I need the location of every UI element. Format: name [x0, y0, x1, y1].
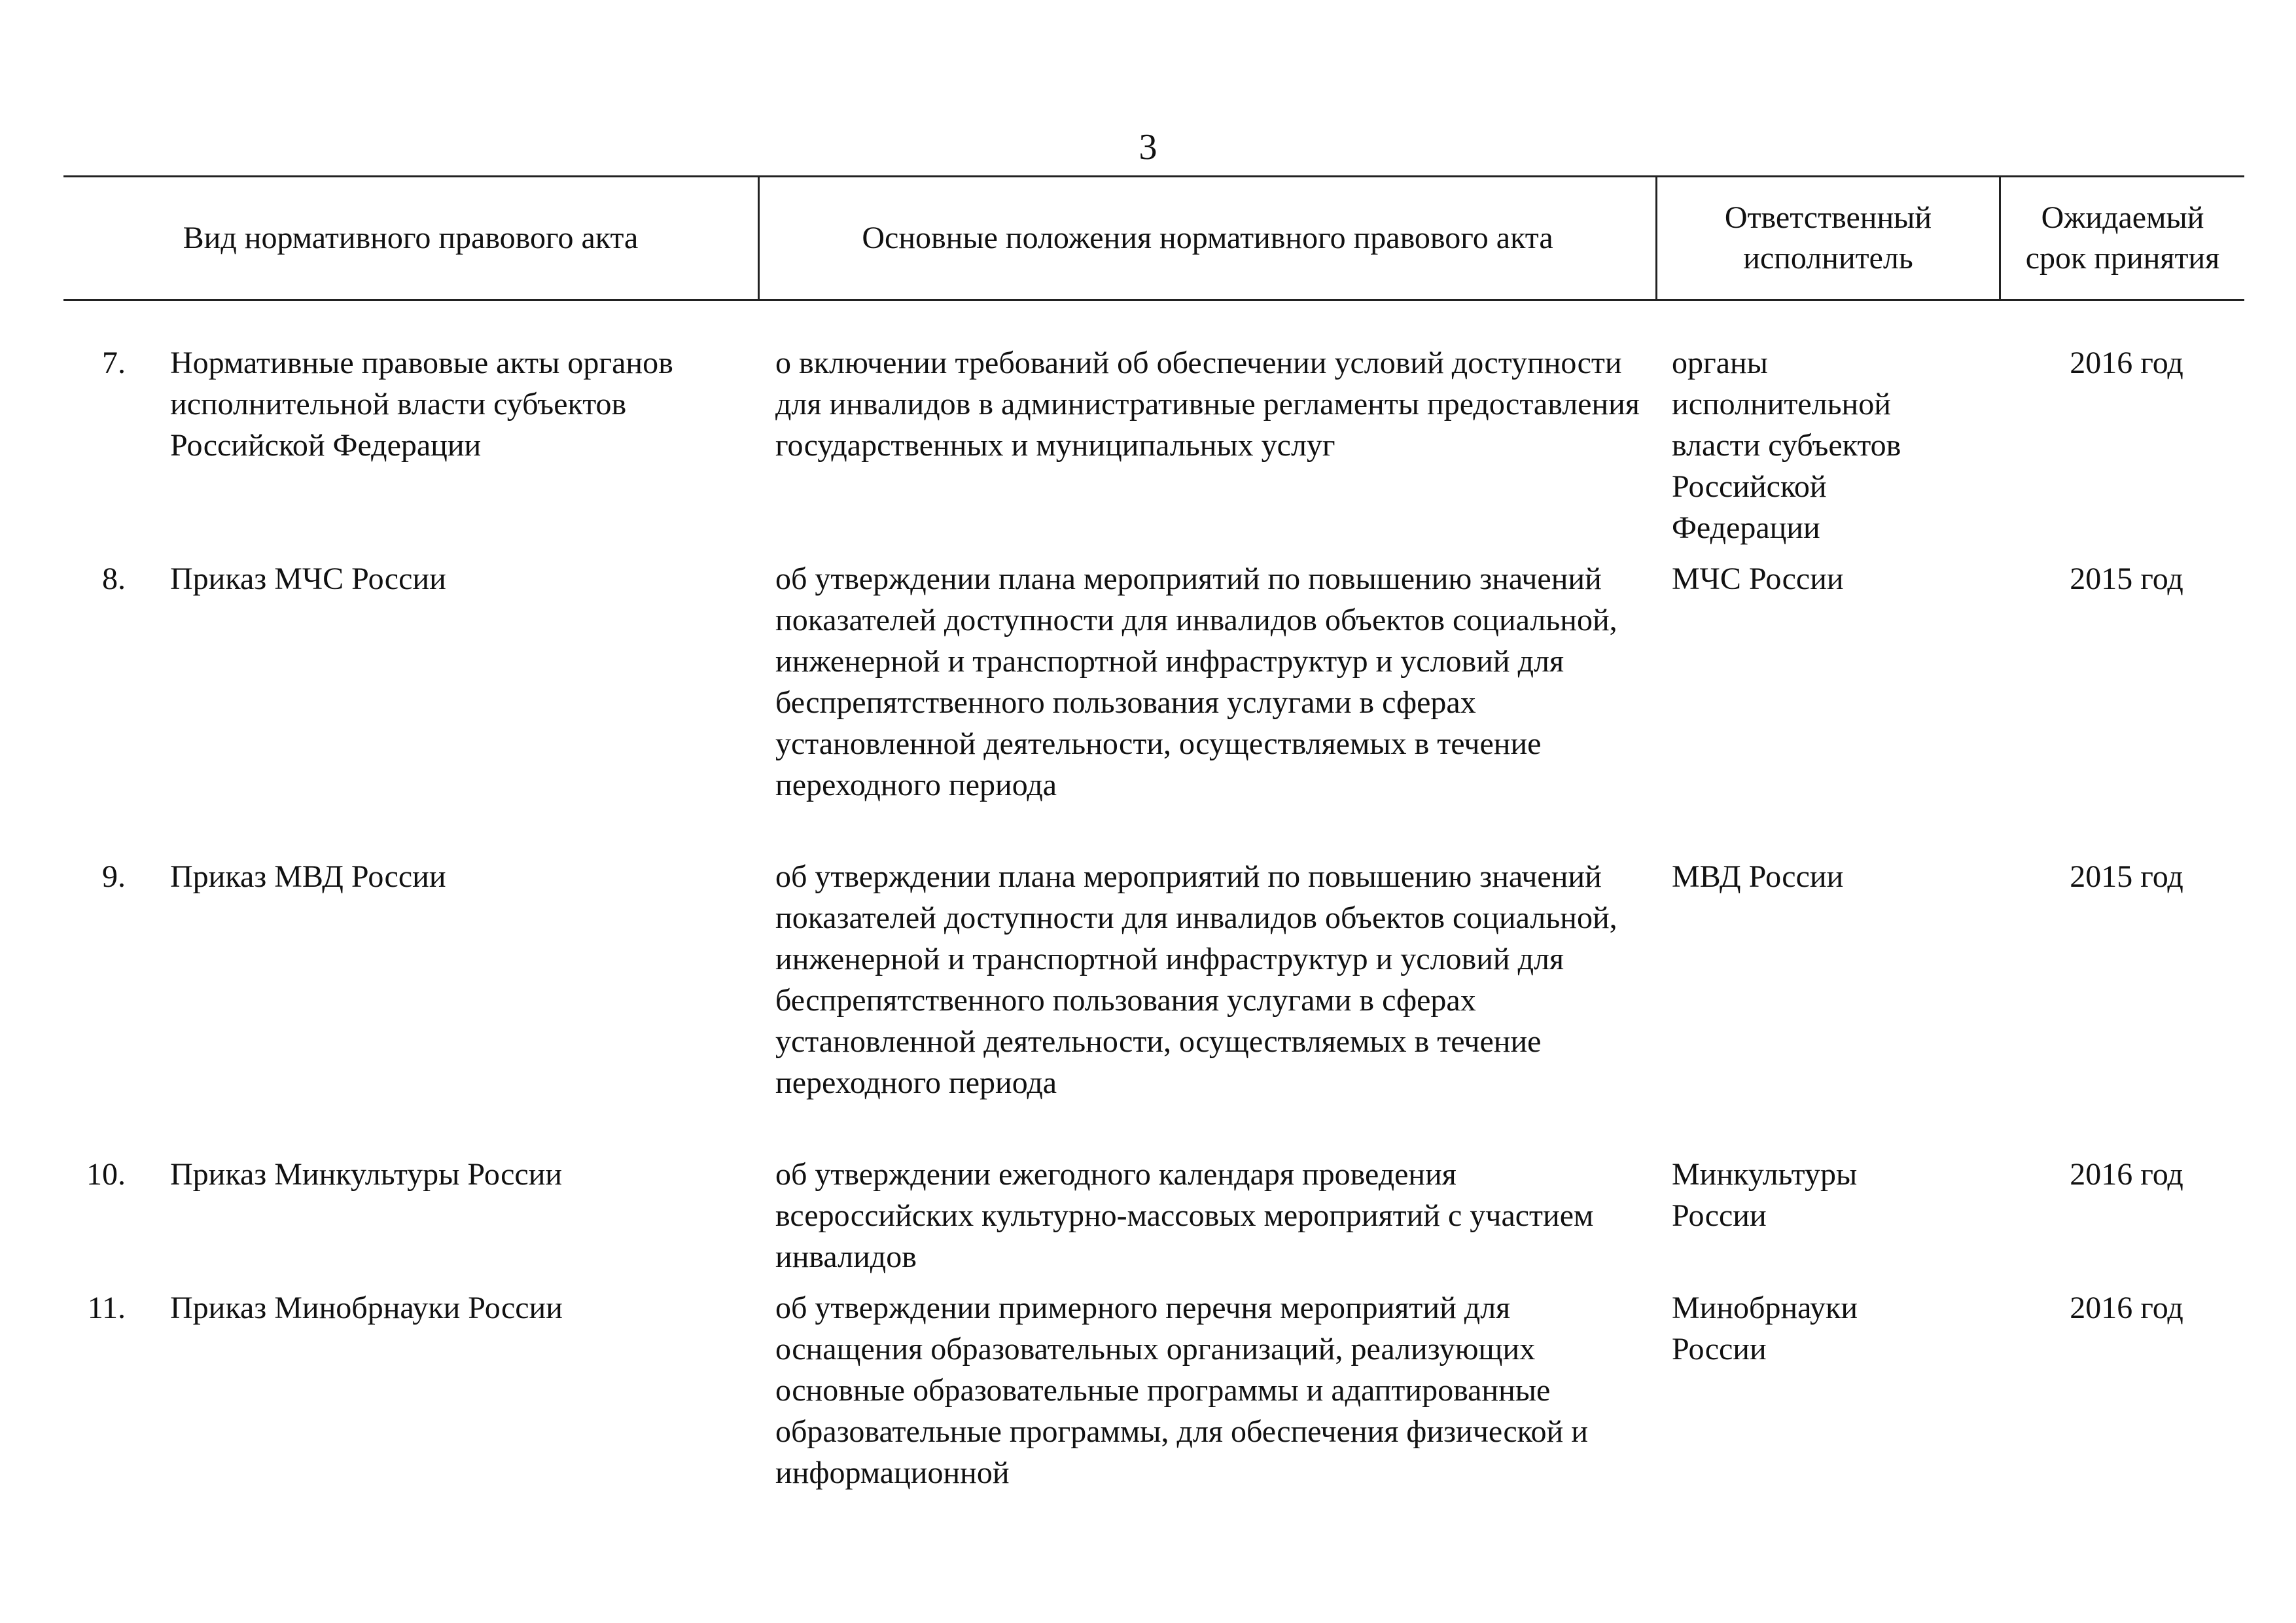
row-term: 2016 год [2070, 346, 2183, 380]
row-number: 11. [87, 1291, 126, 1325]
header-expected-term: Ожидаемый срок принятия [2025, 200, 2220, 276]
header-doc-type: Вид нормативного правового акта [183, 220, 639, 255]
row-term: 2015 год [2070, 562, 2183, 596]
row-executor: Минкультуры России [1672, 1157, 1858, 1233]
row-term: 2016 год [2070, 1157, 2183, 1192]
row-number: 9. [102, 859, 126, 894]
header-main-provisions: Основные положения нормативного правового акта [862, 220, 1553, 255]
row-doc-type: Приказ МЧС России [170, 562, 446, 596]
row-doc-type: Приказ МВД России [170, 859, 446, 894]
row-executor: органы исполнительной власти субъектов Российской Федерации [1672, 346, 1901, 545]
row-description: о включении требований об обеспечении условий доступности для инвалидов в административные регламенты предоставления государственных и муниципальных услуг [775, 346, 1640, 463]
row-term: 2016 год [2070, 1291, 2183, 1325]
row-description: об утверждении примерного перечня мероприятий для оснащения образовательных организаций, реализующих основные образовательные программы и адаптированные образовательные программы, для обеспечения физической и информационной [775, 1291, 1588, 1490]
row-doc-type: Нормативные правовые акты органов исполнительной власти субъектов Российской Федерации [170, 346, 673, 463]
row-number: 8. [102, 562, 126, 596]
row-number: 10. [86, 1157, 126, 1192]
table-header-bottom-rule [63, 299, 2244, 301]
header-responsible-executor: Ответственный исполнитель [1724, 200, 1932, 276]
row-executor: МВД России [1672, 859, 1844, 894]
row-doc-type: Приказ Минобрнауки России [170, 1291, 563, 1325]
row-description: об утверждении плана мероприятий по повышению значений показателей доступности для инвалидов объектов социальной, инженерной и транспортной инфраструктур и условий для беспрепятственного пользования услугами в сферах установленной деятельности, осуществляемых в течение переходного периода [775, 562, 1617, 802]
row-executor: МЧС России [1672, 562, 1844, 596]
row-description: об утверждении плана мероприятий по повышению значений показателей доступности для инвалидов объектов социальной, инженерной и транспортной инфраструктур и условий для беспрепятственного пользования услугами в сферах установленной деятельности, осуществляемых в течение переходного периода [775, 859, 1617, 1100]
row-term: 2015 год [2070, 859, 2183, 894]
row-description: об утверждении ежегодного календаря проведения всероссийских культурно-массовых мероприятий с участием инвалидов [775, 1157, 1594, 1274]
row-number: 7. [102, 346, 126, 380]
row-doc-type: Приказ Минкультуры России [170, 1157, 563, 1192]
page-number: 3 [1139, 127, 1157, 168]
row-executor: Минобрнауки России [1672, 1291, 1858, 1366]
